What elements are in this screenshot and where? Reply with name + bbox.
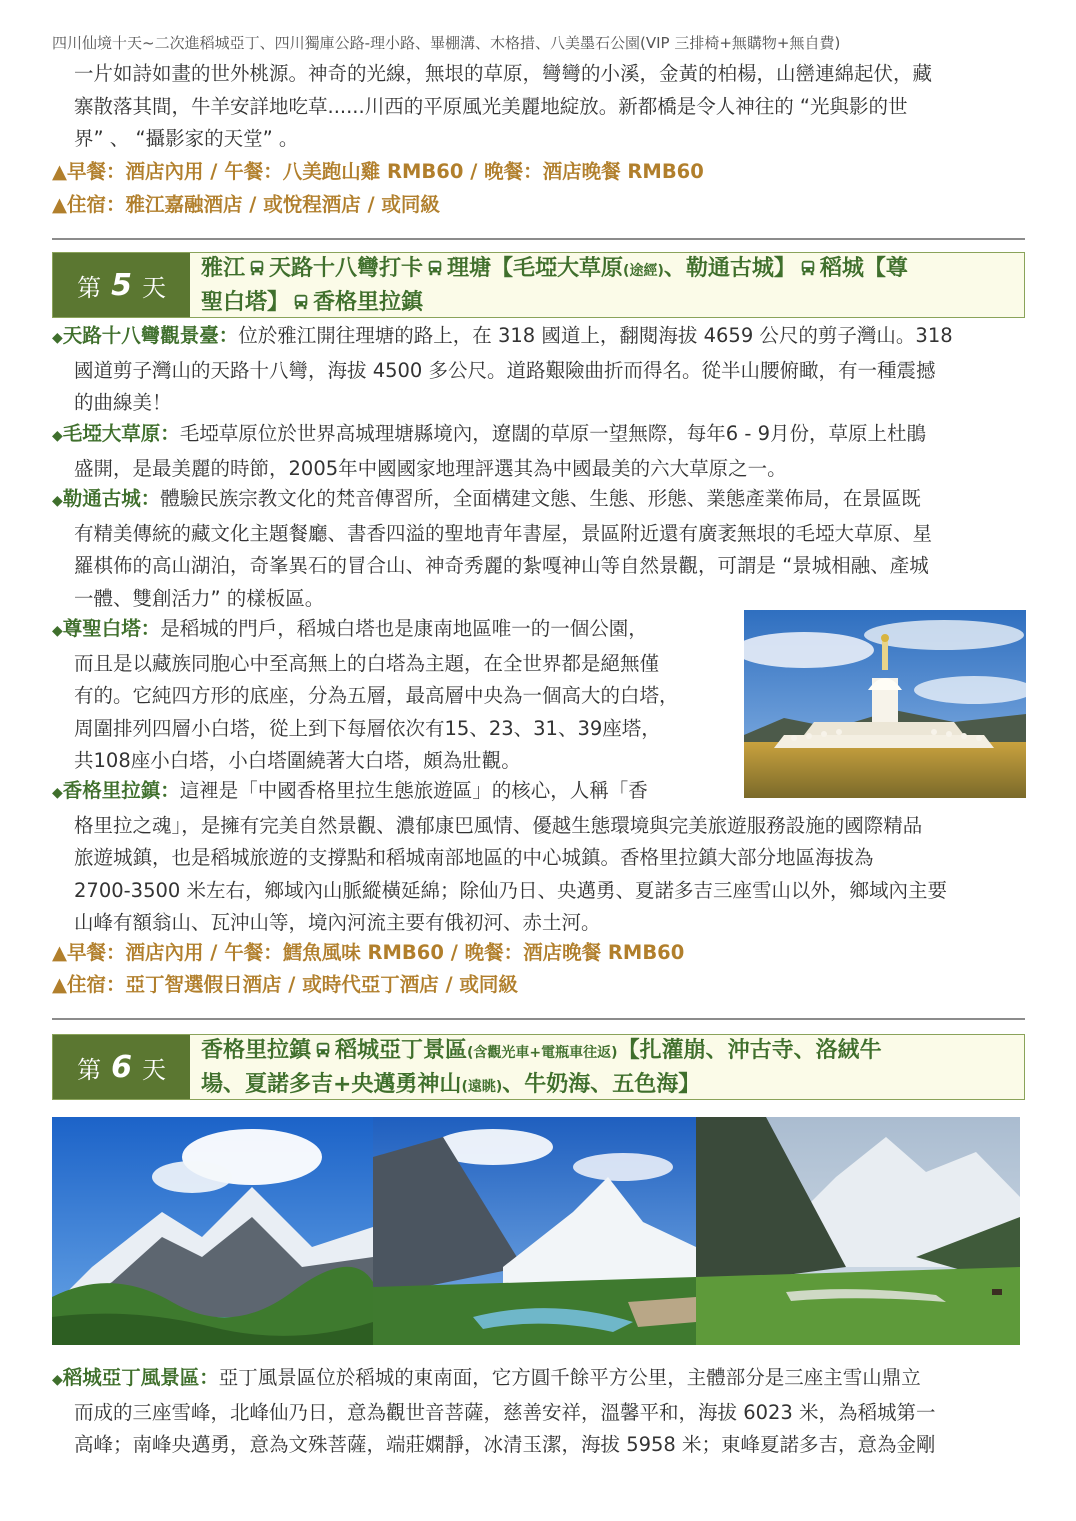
day6-title bbox=[201, 1035, 1016, 1103]
day5-header bbox=[52, 252, 1025, 318]
section-line: 這裡是「中國香格里拉生態旅遊區」的核心，人稱「香 bbox=[179, 779, 648, 802]
section-line: 位於雅江開往理塘的路上，在 318 國道上，翻閱海拔 4659 公尺的剪子灣山。318 bbox=[238, 324, 953, 347]
title-note: (途經) bbox=[623, 263, 664, 279]
day6-label bbox=[53, 1035, 190, 1099]
section-line: 的曲線美！ bbox=[74, 391, 172, 414]
day6-header bbox=[52, 1034, 1025, 1100]
section-line: 有精美傳統的藏文化主題餐廳、書香四溢的聖地青年書屋，景區附近還有廣袤無垠的毛埡大草原、星 bbox=[74, 521, 933, 545]
section-line: 亞丁風景區位於稻城的東南面，它方圓千餘平方公里，主體部分是三座主雪山鼎立 bbox=[218, 1366, 921, 1389]
title-note: (遠眺) bbox=[461, 1079, 503, 1095]
title-segment: 天路十八彎打卡 bbox=[269, 256, 424, 281]
section-yading bbox=[52, 1362, 1042, 1462]
day5-hotel-line: ▲住宿：亞丁智選假日酒店 / 或時代亞丁酒店 / 或同級 bbox=[52, 973, 518, 996]
bus-icon bbox=[314, 1041, 332, 1059]
day-prefix: 第 bbox=[77, 1055, 102, 1084]
section-line: 羅棋佈的高山湖泊，奇峯異石的冒合山、神奇秀麗的紮嘎神山等自然景觀，可謂是 “景城相融、產城 bbox=[74, 554, 929, 577]
white-pagoda-photo bbox=[744, 610, 1026, 798]
section-letong bbox=[52, 483, 1032, 615]
section-line: 國道剪子灣山的天路十八彎，海拔 4500 多公尺。道路艱險曲折而得名。從半山腰俯瞰，有一種震撼 bbox=[74, 358, 936, 382]
title-segment: 稻城亞丁景區 bbox=[335, 1038, 468, 1063]
diamond-bullet-icon: ◆ bbox=[52, 1372, 63, 1388]
section-baita bbox=[52, 613, 742, 778]
section-line: 旅遊城鎮，也是稻城旅遊的支撐點和稻城南部地區的中心城鎮。香格里拉鎮大部分地區海拔為 bbox=[74, 846, 874, 869]
section-line: 高峰；南峰央邁勇，意為文殊菩薩，端莊嫻靜，冰清玉潔，海拔 5958 米；東峰夏諾多吉，意為金剛 bbox=[74, 1433, 936, 1456]
section-xianggelila bbox=[52, 775, 1042, 940]
section-line: 周圍排列四層小白塔，從上到下每層依次有15、23、31、39座塔， bbox=[74, 716, 661, 740]
intro-line: 寨散落其間，牛羊安詳地吃草......川西的平原風光美麗地綻放。新都橋是令人神往的 “光與影的世 bbox=[74, 94, 908, 118]
section-divider bbox=[52, 238, 1025, 240]
intro-line: 一片如詩如畫的世外桃源。神奇的光線，無垠的草原，彎彎的小溪，金黃的柏楊，山巒連綿起伏，藏 bbox=[74, 62, 933, 85]
title-segment: 香格里拉鎮 bbox=[201, 1038, 312, 1063]
day-suffix: 天 bbox=[141, 273, 166, 302]
diamond-bullet-icon: ◆ bbox=[52, 330, 63, 346]
day-number: 5 bbox=[111, 267, 132, 303]
title-segment: 、勒通古城】 bbox=[663, 256, 796, 281]
title-segment: 稻城【尊 bbox=[819, 256, 908, 281]
section-line: 毛埡草原位於世界高城理塘縣境內，遼闊的草原一望無際，每年6 - 9月份，草原上杜鵑 bbox=[179, 422, 927, 445]
title-segment: 雅江 bbox=[201, 256, 246, 281]
intro-line: 界” 、 “攝影家的天堂” 。 bbox=[74, 127, 299, 150]
section-maoya bbox=[52, 418, 1032, 485]
day-suffix: 天 bbox=[141, 1055, 166, 1084]
day-number: 6 bbox=[111, 1049, 132, 1085]
day5-meal-line: ▲早餐：酒店內用 / 午餐：鱈魚風味 RMB60 / 晚餐：酒店晚餐 RMB60 bbox=[52, 941, 685, 964]
title-segment: 場、夏諾多吉+央邁勇神山 bbox=[201, 1072, 462, 1097]
section-tianlu bbox=[52, 320, 1032, 420]
section-label: 稻城亞丁風景區： bbox=[62, 1366, 219, 1389]
day-prefix: 第 bbox=[77, 273, 102, 302]
section-label: 尊聖白塔： bbox=[62, 617, 161, 640]
bus-icon bbox=[799, 259, 817, 277]
section-line: 一體、雙創活力” 的樣板區。 bbox=[74, 586, 325, 610]
diamond-bullet-icon: ◆ bbox=[52, 428, 63, 444]
title-segment: 聖白塔】 bbox=[201, 290, 290, 315]
section-line: 是稻城的門戶，稻城白塔也是康南地區唯一的一個公園， bbox=[160, 617, 648, 640]
document-header: 四川仙境十天~二次進稻城亞丁、四川獨庫公路-理小路、畢棚溝、木格措、八美墨石公園(VIP 三排椅+無購物+無自費) bbox=[52, 34, 841, 52]
section-line: 共108座小白塔，小白塔圍繞著大白塔，頗為壯觀。 bbox=[74, 749, 521, 772]
title-segment: 香格里拉鎮 bbox=[313, 290, 424, 315]
day4-hotel-line: ▲住宿：雅江嘉融酒店 / 或悅程酒店 / 或同級 bbox=[52, 193, 440, 216]
intro-paragraph bbox=[74, 58, 1034, 156]
title-segment: 【扎灌崩、沖古寺、洛絨牛 bbox=[617, 1038, 882, 1063]
snow-peak-photo-1 bbox=[52, 1117, 373, 1345]
section-label: 天路十八彎觀景臺： bbox=[62, 324, 239, 347]
bus-icon bbox=[292, 293, 310, 311]
section-label: 香格里拉鎮： bbox=[62, 779, 180, 802]
section-line: 盛開，是最美麗的時節，2005年中國國家地理評選其為中國最美的六大草原之一。 bbox=[74, 456, 787, 480]
meadow-valley-photo bbox=[696, 1117, 1020, 1345]
diamond-bullet-icon: ◆ bbox=[52, 785, 63, 801]
day5-label bbox=[53, 253, 190, 317]
diamond-bullet-icon: ◆ bbox=[52, 493, 63, 509]
section-line: 2700-3500 米左右，鄉域內山脈縱橫延綿；除仙乃日、央邁勇、夏諾多吉三座雪山以外，鄉域內主要 bbox=[74, 878, 947, 902]
section-label: 勒通古城： bbox=[62, 487, 161, 510]
section-line: 體驗民族宗教文化的梵音傳習所，全面構建文態、生態、形態、業態產業佈局，在景區既 bbox=[160, 487, 921, 510]
day4-meal-line: ▲早餐：酒店內用 / 午餐：八美跑山雞 RMB60 / 晚餐：酒店晚餐 RMB60 bbox=[52, 160, 704, 183]
section-line: 格里拉之魂」，是擁有完美自然景觀、濃郁康巴風情、優越生態環境與完美旅遊服務設施的國際精品 bbox=[74, 813, 923, 837]
section-line: 有的。它純四方形的底座，分為五層，最高層中央為一個高大的白塔， bbox=[74, 684, 679, 707]
section-label: 毛埡大草原： bbox=[62, 422, 180, 445]
title-segment: 理塘【毛埡大草原 bbox=[447, 256, 624, 281]
day5-title bbox=[201, 253, 1016, 318]
bus-icon bbox=[426, 259, 444, 277]
diamond-bullet-icon: ◆ bbox=[52, 623, 63, 639]
title-segment: 、牛奶海、五色海】 bbox=[502, 1072, 701, 1097]
section-line: 而成的三座雪峰，北峰仙乃日，意為觀世音菩薩，慈善安祥，溫馨平和，海拔 6023 米，為稻城第一 bbox=[74, 1400, 936, 1424]
snow-peak-photo-2 bbox=[373, 1117, 696, 1345]
section-divider bbox=[52, 1018, 1025, 1020]
section-line: 而且是以藏族同胞心中至高無上的白塔為主題，在全世界都是絕無僅 bbox=[74, 651, 660, 675]
title-note: (含觀光車+電瓶車往返) bbox=[467, 1045, 618, 1061]
section-line: 山峰有額翁山、瓦沖山等，境內河流主要有俄初河、赤土河。 bbox=[74, 911, 601, 934]
bus-icon bbox=[248, 259, 266, 277]
